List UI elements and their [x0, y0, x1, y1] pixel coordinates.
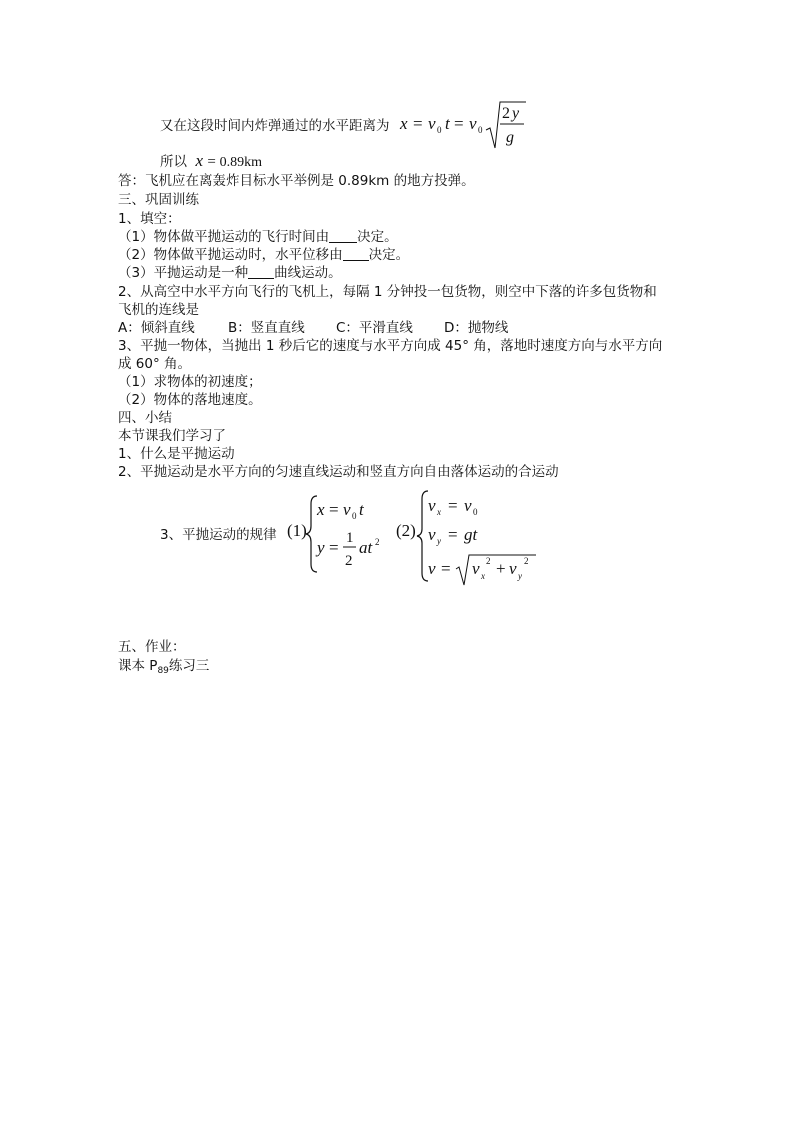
svg-text:=: =: [448, 496, 458, 515]
q1-label: 1、填空：: [118, 211, 181, 227]
system2-formula: [416, 485, 546, 590]
svg-text:x: x: [481, 571, 485, 581]
homework-post: 练习三: [168, 658, 210, 674]
homework-pre: 课本 P: [118, 658, 158, 674]
q1c-blank[interactable]: [248, 266, 274, 279]
q1a-blank[interactable]: [329, 230, 357, 243]
svg-text:y: y: [437, 536, 441, 546]
q3a: （1）求物体的初速度；: [118, 374, 262, 390]
svg-text:0: 0: [437, 125, 442, 135]
svg-text:=: =: [448, 525, 458, 544]
svg-text:1: 1: [346, 530, 354, 546]
summary-item3: 3、平抛运动的规律: [160, 527, 277, 543]
q2-option-b[interactable]: B：竖直直线: [228, 320, 305, 336]
svg-text:=: =: [441, 559, 451, 578]
homework-line: [118, 657, 209, 680]
q2-option-c[interactable]: C：平滑直线: [336, 320, 413, 336]
svg-text:2: 2: [486, 556, 491, 566]
q3b: （2）物体的落地速度。: [118, 392, 262, 408]
svg-text:v: v: [428, 559, 436, 578]
homework-page: 89: [157, 666, 169, 676]
svg-text:y: y: [317, 538, 325, 557]
horizontal-distance-line: [160, 117, 390, 135]
q1b-post: 决定。: [368, 247, 410, 263]
svg-text:gt: gt: [464, 525, 478, 544]
svg-text:0: 0: [478, 125, 483, 135]
svg-text:v: v: [469, 114, 477, 133]
svg-text:v: v: [428, 496, 436, 515]
answer-line: 答：飞机应在离轰炸目标水平举例是 0.89km 的地方投弹。: [118, 173, 475, 189]
q1a-text: （1）物体做平抛运动的飞行时间由: [118, 229, 330, 245]
system1-formula: [305, 490, 405, 580]
svg-text:x: x: [437, 507, 441, 517]
svg-text:2: 2: [524, 556, 529, 566]
section5-heading: 五、作业：: [118, 639, 186, 655]
q2-line2: 飞机的连线是: [118, 302, 199, 318]
so-value: 0.89km: [219, 155, 262, 170]
svg-text:y: y: [518, 571, 522, 581]
svg-text:=: =: [454, 114, 464, 133]
so-line: [160, 152, 262, 172]
q1c: [118, 264, 342, 282]
svg-text:=: =: [413, 114, 423, 133]
svg-text:t: t: [359, 500, 364, 519]
svg-text:0: 0: [473, 507, 478, 517]
q3-line1: 3、平抛一物体，当抛出 1 秒后它的速度与水平方向成 45° 角，落地时速度方向与水平方向: [118, 338, 663, 354]
horizontal-distance-formula: [398, 98, 538, 154]
svg-text:=: =: [329, 500, 339, 519]
svg-text:0: 0: [352, 511, 357, 521]
q1a: [118, 228, 398, 246]
summary-item2: 2、平抛运动是水平方向的匀速直线运动和竖直方向自由落体运动的合运动: [118, 464, 559, 480]
svg-text:=: =: [329, 538, 339, 557]
so-formula-x: x: [191, 151, 208, 170]
svg-text:v: v: [428, 525, 436, 544]
svg-text:2: 2: [375, 537, 380, 547]
svg-text:v: v: [464, 496, 472, 515]
horizontal-distance-text: 又在这段时间内炸弹通过的水平距离为: [160, 118, 390, 134]
svg-text:v: v: [509, 559, 517, 578]
q2-option-d[interactable]: D：抛物线: [444, 320, 509, 336]
q2-options: [118, 319, 508, 337]
svg-text:v: v: [428, 114, 436, 133]
section4-heading: 四、小结: [118, 410, 172, 426]
svg-text:y: y: [512, 105, 520, 122]
svg-text:2: 2: [345, 553, 353, 569]
q1b-text: （2）物体做平抛运动时，水平位移由: [118, 247, 343, 263]
q1a-post: 决定。: [357, 229, 398, 245]
so-text: 所以: [160, 154, 187, 170]
svg-text:g: g: [506, 129, 514, 146]
svg-text:x: x: [317, 500, 325, 519]
so-equals: =: [207, 154, 220, 170]
q1c-text: （3）平抛运动是一种: [118, 265, 249, 281]
q3-line2: 成 60° 角。: [118, 356, 192, 372]
svg-text:v: v: [472, 559, 480, 578]
system2-label: (2): [396, 521, 416, 540]
svg-text:2: 2: [502, 105, 510, 122]
summary-item1: 1、什么是平抛运动: [118, 446, 235, 462]
summary-intro: 本节课我们学习了: [118, 428, 226, 444]
q2-line1: 2、从高空中水平方向飞行的飞机上，每隔 1 分钟投一包货物，则空中下落的许多包货物和: [118, 284, 657, 300]
svg-text:at: at: [359, 538, 373, 557]
q1b-blank[interactable]: [343, 248, 369, 261]
svg-text:x: x: [400, 114, 408, 133]
svg-text:t: t: [445, 114, 450, 133]
q2-option-a[interactable]: A：倾斜直线: [118, 320, 195, 336]
system1-label: (1): [287, 521, 307, 540]
svg-text:v: v: [343, 500, 351, 519]
section3-heading: 三、巩固训练: [118, 192, 199, 208]
svg-text:+: +: [496, 559, 506, 578]
q1c-post: 曲线运动。: [274, 265, 342, 281]
q1b: [118, 246, 409, 264]
